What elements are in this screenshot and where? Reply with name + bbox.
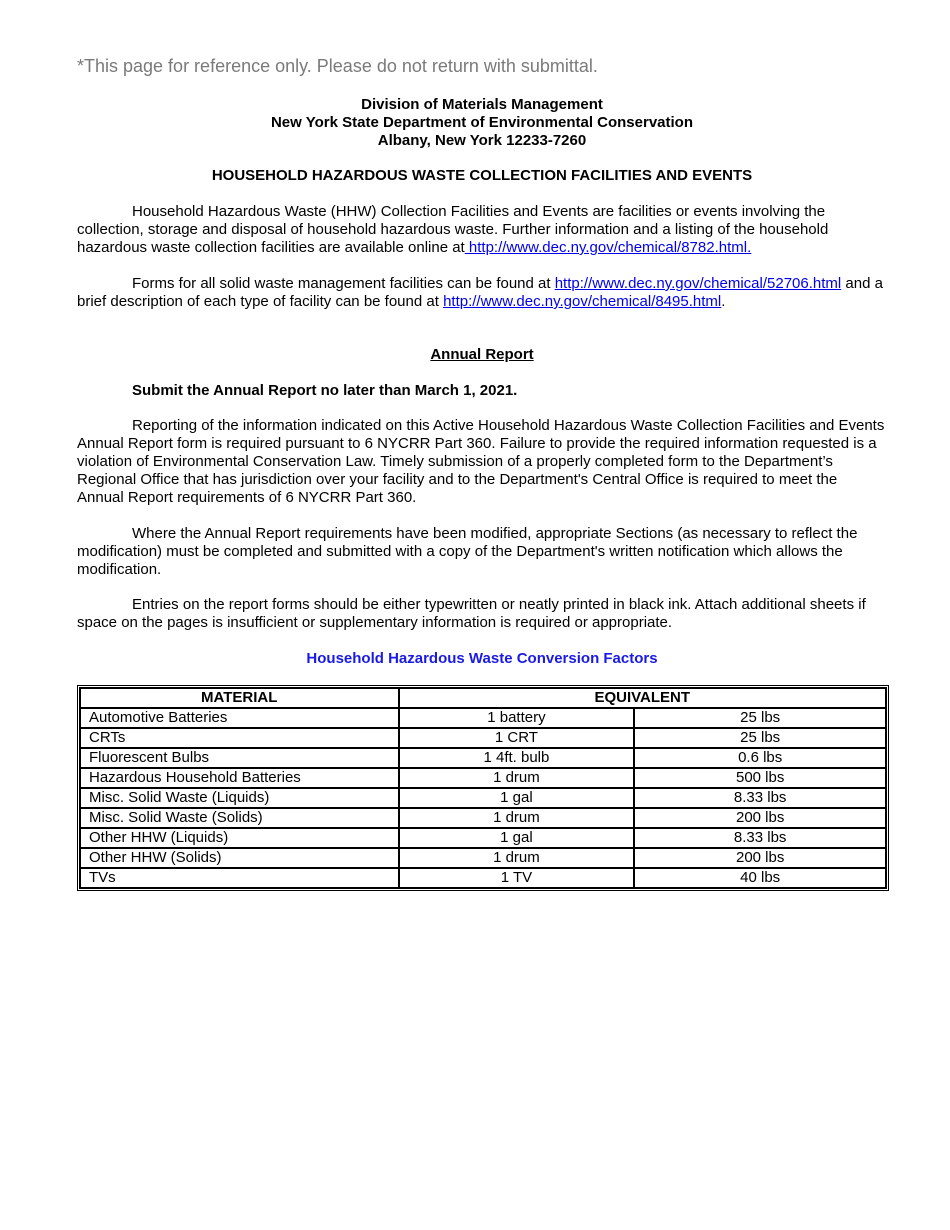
annual-report-heading [77,346,887,364]
weight-cell: 200 lbs [634,848,886,868]
table-row [80,728,886,748]
unit-cell: 1 TV [399,868,635,888]
weight-cell: 200 lbs [634,808,886,828]
forms-text-1: Forms for all solid waste management facilities can be found at [132,275,555,292]
deadline-text: Submit the Annual Report no later than March 1, 2021. [132,382,518,399]
weight-cell: 8.33 lbs [634,788,886,808]
table-row [80,828,886,848]
table-row [80,708,886,728]
reporting-paragraph [77,417,887,507]
hhw-facilities-link[interactable]: http://www.dec.ny.gov/chemical/8782.html. [464,239,752,256]
facility-description-link[interactable]: http://www.dec.ny.gov/chemical/8495.html [443,293,722,310]
unit-cell: 1 CRT [399,728,635,748]
weight-cell: 0.6 lbs [634,748,886,768]
table-row [80,808,886,828]
material-cell: Other HHW (Solids) [80,848,399,868]
table-row [80,868,886,888]
reference-note: *This page for reference only. Please do not return with submittal. [77,56,598,76]
entries-paragraph [77,596,887,632]
unit-cell: 1 drum [399,808,635,828]
unit-cell: 1 drum [399,848,635,868]
material-cell: CRTs [80,728,399,748]
modification-text: Where the Annual Report requirements have been modified, appropriate Sections (as necessary to reflect the modification) must be completed and submitted with a copy of the Department's written notification which allows the modification. [77,525,858,578]
entries-text: Entries on the report forms should be either typewritten or neatly printed in black ink. Attach additional sheets if space on the pages is insufficient or supplementary information is required or appropriate. [77,596,866,631]
conversion-title: Household Hazardous Waste Conversion Factors [306,650,658,667]
conversion-table-body [80,708,886,888]
annual-report-title: Annual Report [430,346,534,363]
forms-link[interactable]: http://www.dec.ny.gov/chemical/52706.html [554,275,842,292]
intro-text: Household Hazardous Waste (HHW) Collection Facilities and Events are facilities or events involving the collection, storage and disposal of household hazardous waste. Further information and a listing of the household hazardous waste collection facilities are available online at [77,203,829,256]
table-header-row [80,688,886,708]
material-cell: Hazardous Household Batteries [80,768,399,788]
weight-cell: 500 lbs [634,768,886,788]
weight-cell: 25 lbs [634,728,886,748]
material-cell: Fluorescent Bulbs [80,748,399,768]
material-cell: TVs [80,868,399,888]
weight-cell: 25 lbs [634,708,886,728]
unit-cell: 1 drum [399,768,635,788]
table-row [80,848,886,868]
unit-cell: 1 battery [399,708,635,728]
material-cell: Misc. Solid Waste (Liquids) [80,788,399,808]
unit-cell: 1 gal [399,788,635,808]
weight-cell: 8.33 lbs [634,828,886,848]
header-line-division: Division of Materials Management [361,96,603,113]
table-row [80,788,886,808]
division-header [77,96,887,150]
intro-paragraph [77,203,887,257]
table-row [80,768,886,788]
page-title: HOUSEHOLD HAZARDOUS WASTE COLLECTION FACILITIES AND EVENTS [211,167,753,184]
unit-cell: 1 gal [399,828,635,848]
forms-text-3: . [721,293,726,310]
forms-paragraph [77,275,887,311]
header-line-address: Albany, New York 12233-7260 [377,132,587,149]
modification-paragraph [77,525,887,579]
header-line-department: New York State Department of Environmental Conservation [270,114,694,131]
column-header-equivalent: EQUIVALENT [399,688,887,708]
reporting-text: Reporting of the information indicated on this Active Household Hazardous Waste Collection Facilities and Events Annual Report form is required pursuant to 6 NYCRR Part 360. Failure to provide the required information requested is a violation of Environmental Conservation Law. Timely submission of a properly completed form to the Department’s Regional Office that has jurisdiction over your facility and to the Department's Central Office is required to meet the Annual Report requirements of 6 NYCRR Part 360. [77,417,885,506]
column-header-material: MATERIAL [80,688,399,708]
table-row [80,748,886,768]
forms-text-2: and a brief description of each type of facility can be found at [77,275,883,310]
conversion-table [77,685,889,891]
material-cell: Automotive Batteries [80,708,399,728]
weight-cell: 40 lbs [634,868,886,888]
material-cell: Misc. Solid Waste (Solids) [80,808,399,828]
material-cell: Other HHW (Liquids) [80,828,399,848]
unit-cell: 1 4ft. bulb [399,748,635,768]
deadline-line [77,382,887,399]
